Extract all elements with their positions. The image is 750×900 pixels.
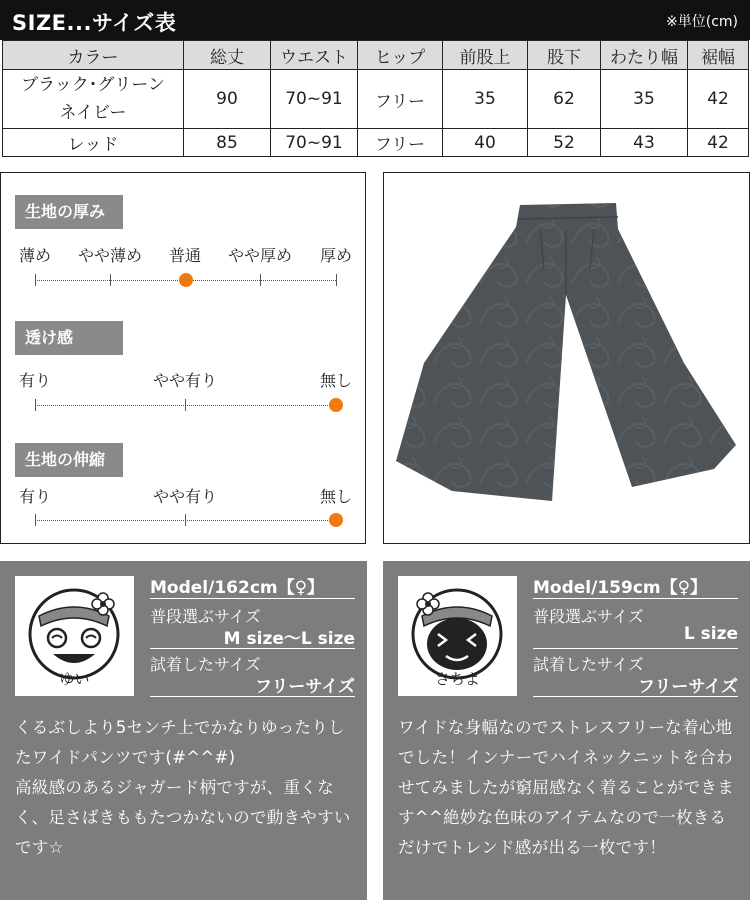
- color-cell: レッド: [3, 129, 184, 157]
- table-cell: 35: [601, 70, 688, 129]
- model-header: Model/162cm【♀】: [150, 578, 325, 598]
- table-cell: フリー: [358, 129, 443, 157]
- tried-size-value: フリーサイズ: [255, 677, 355, 697]
- stretch-label: 生地の伸縮: [15, 443, 123, 477]
- scale-label: 厚め: [319, 246, 353, 265]
- comment-text: ワイドな身幅なのでストレスフリーな着心地でした！インナーでハイネックニットを合わせてみましたが窮屈感なく着ることができます^^絶妙な色味のアイテムなので一枚きるだけでトレンド感が出る一枚です！: [398, 718, 734, 857]
- table-cell: 62: [528, 70, 601, 129]
- col-header: カラー: [3, 41, 184, 70]
- table-cell: 52: [528, 129, 601, 157]
- scale-tick: [35, 399, 36, 411]
- table-cell: 90: [184, 70, 271, 129]
- size-title: SIZE...サイズ表: [12, 11, 177, 35]
- scale-label: やや有り: [152, 487, 218, 506]
- unit-note: ※単位(cm): [666, 14, 738, 30]
- color-cell: [3, 70, 184, 129]
- col-header: 総丈: [184, 41, 271, 70]
- table-cell: 42: [688, 70, 749, 129]
- col-header: ヒップ: [358, 41, 443, 70]
- wide-pants-illustration: [384, 173, 748, 542]
- table-cell: 70~91: [271, 70, 358, 129]
- stretch-indicator-dot: [329, 513, 343, 527]
- col-header: 股下: [528, 41, 601, 70]
- sheerness-label: 透け感: [15, 321, 123, 355]
- scale-tick: [35, 514, 36, 526]
- model-avatar: [398, 576, 517, 696]
- usual-size-value: M size～L size: [223, 629, 355, 649]
- table-cell: フリー: [358, 70, 443, 129]
- table-cell: 42: [688, 129, 749, 157]
- model-comment: [398, 713, 743, 863]
- divider: [150, 648, 355, 649]
- model-name: さちよ: [434, 670, 480, 688]
- color-name: ブラック･グリーン: [21, 75, 165, 95]
- comment-text: くるぶしより5センチ上でかなりゆったりしたワイドパンツです(#^^#): [15, 718, 345, 767]
- thickness-indicator-dot: [179, 273, 193, 287]
- fabric-properties-panel: [0, 172, 366, 544]
- divider: [533, 648, 738, 649]
- scale-label: 無し: [319, 487, 353, 506]
- comment-text: 高級感のあるジャガード柄ですが、重くなく、足さばきももたつかないので動きやすいです☆: [15, 778, 351, 857]
- usual-size-value: L size: [683, 624, 738, 644]
- scale-label: 薄め: [18, 246, 52, 265]
- divider: [533, 598, 738, 599]
- tried-size-label: 試着したサイズ: [533, 655, 644, 674]
- col-header: ウエスト: [271, 41, 358, 70]
- model-comment: [15, 713, 360, 863]
- usual-size-label: 普段選ぶサイズ: [150, 607, 261, 626]
- tried-size-value: フリーサイズ: [638, 677, 738, 697]
- scale-label: やや厚め: [227, 246, 293, 265]
- col-header: わたり幅: [601, 41, 688, 70]
- table-row: [3, 70, 749, 129]
- scale-tick: [336, 274, 337, 286]
- col-header: 前股上: [443, 41, 528, 70]
- scale-label: 有り: [18, 371, 52, 390]
- divider: [150, 696, 355, 697]
- scale-label: やや薄め: [77, 246, 143, 265]
- color-name: ネイビー: [59, 103, 127, 123]
- model-name: ゆい: [59, 670, 90, 688]
- scale-tick: [185, 399, 186, 411]
- table-cell: 43: [601, 129, 688, 157]
- table-cell: 85: [184, 129, 271, 157]
- divider: [533, 696, 738, 697]
- table-header-row: [3, 41, 749, 70]
- scale-label: 有り: [18, 487, 52, 506]
- scale-label: やや有り: [152, 371, 218, 390]
- col-header: 裾幅: [688, 41, 749, 70]
- size-header-bar: [0, 0, 750, 40]
- table-row: [3, 129, 749, 157]
- scale-label: 無し: [319, 371, 353, 390]
- divider: [150, 598, 355, 599]
- thickness-label: 生地の厚み: [15, 195, 123, 229]
- table-cell: 35: [443, 70, 528, 129]
- usual-size-label: 普段選ぶサイズ: [533, 607, 644, 626]
- table-cell: 70~91: [271, 129, 358, 157]
- scale-label: 普通: [168, 246, 202, 265]
- tried-size-label: 試着したサイズ: [150, 655, 261, 674]
- model-avatar: [15, 576, 134, 696]
- scale-tick: [35, 274, 36, 286]
- model-card-yui: [0, 561, 367, 900]
- model-header: Model/159cm【♀】: [533, 578, 708, 598]
- model-card-sachiyo: [383, 561, 750, 900]
- scale-tick: [260, 274, 261, 286]
- table-cell: 40: [443, 129, 528, 157]
- sheerness-indicator-dot: [329, 398, 343, 412]
- scale-tick: [185, 514, 186, 526]
- size-table: [2, 40, 749, 157]
- product-photo: [383, 172, 750, 544]
- scale-tick: [110, 274, 111, 286]
